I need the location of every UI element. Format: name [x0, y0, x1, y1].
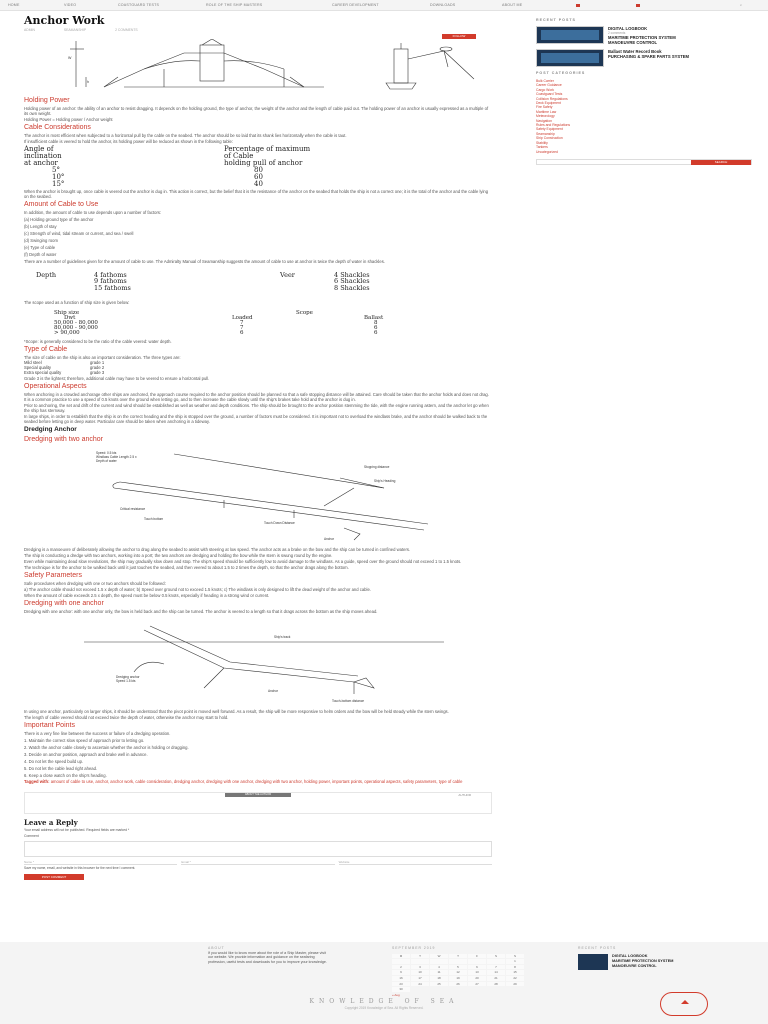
cable-text-2: If insufficient cable is veered to hold the anchor, its holding power will be reduced as shown in the following table: — [24, 138, 233, 144]
category-link[interactable]: Safety Equipment — [536, 127, 563, 132]
type-cell: grade 2 — [90, 364, 105, 370]
depth-cell: 15 fathoms — [94, 283, 131, 292]
calendar-day-header: S — [487, 954, 505, 959]
ship-cell: 50,000 - 80,000 — [54, 319, 98, 326]
amount-list-item: (f) Depth of water — [24, 251, 57, 257]
author-box-right: AUTHOR — [458, 792, 471, 797]
fig2-label: Speed: 0.5 kts — [96, 450, 117, 455]
section-heading-dredging-two: Dredging with two anchor — [24, 435, 103, 443]
angle-cell: 80 — [254, 165, 263, 174]
name-field[interactable]: Name * — [24, 860, 177, 865]
depth-table — [24, 272, 492, 296]
category-link[interactable]: Career Guidance — [536, 83, 562, 88]
svg-text:h: h — [87, 79, 89, 84]
footer-post-title[interactable]: MARITIME PROTECTION SYSTEM — [612, 958, 674, 963]
reply-note: Your email address will not be published. Required fields are marked * — [24, 828, 130, 833]
post-comment-button[interactable]: POST COMMENT — [24, 874, 84, 880]
footer — [0, 942, 768, 1024]
angle-header-right: of Cable — [224, 151, 254, 160]
nav-item-career[interactable]: CAREER DEVELOPMENT — [332, 3, 379, 7]
meta-comments[interactable]: 2 COMMENTS — [115, 28, 138, 32]
calendar-day: 16 — [392, 976, 410, 981]
important-item: 4. Do not let the speed build up. — [24, 758, 84, 764]
calendar-prev-link[interactable]: « Aug — [392, 992, 400, 997]
dredging-two-diagram — [24, 448, 492, 546]
safety-text-2: a) The anchor cable should not exceed 1.5 x depth of water; b) Speed over ground not to exceed 1.5 knots; c) The windlass is only designed to lift the dead weight of the anchor and cable. — [24, 586, 371, 592]
category-link[interactable]: Cargo Work — [536, 87, 555, 92]
calendar-day: 14 — [487, 970, 505, 975]
sidebar-post[interactable] — [536, 49, 752, 67]
angle-header-right: holding pull of anchor — [224, 158, 303, 167]
one-text-2: In using one anchor, particularly on larger ships, it should be understood that the pivot point is moved well forward. As a result, the ship will be more responsive to helm orders and the bow will be held steady while the stern swings. — [24, 708, 449, 714]
depth-cell: Depth — [36, 270, 57, 279]
ship-cell: 6 — [240, 329, 244, 336]
category-link[interactable]: Rules and Regulations — [536, 123, 571, 128]
dredging-two-svg — [24, 448, 492, 546]
dredge-text: Dredging is a manoeuvre of deliberately allowing the anchor to drag along the seabed to assist with steering at low speed. The anchor acts as a brake on the bow and the ship can be turned in confined waters. — [24, 546, 411, 552]
footer-recent — [578, 946, 673, 970]
reply-title: Leave a Reply — [24, 817, 78, 827]
ship-sub: Dwt — [64, 314, 76, 321]
article-meta — [24, 28, 492, 33]
holding-power-formula: Holding Power = Holding power / Anchor weight — [24, 116, 113, 122]
depth-cell: 4 Shackles — [334, 270, 370, 279]
angle-cell: 15° — [52, 179, 65, 188]
calendar-day: 1 — [506, 959, 524, 964]
dredging-one-svg — [24, 618, 492, 708]
fig3-label: Anchor — [268, 688, 279, 693]
calendar-day — [430, 959, 448, 964]
calendar-day: 23 — [392, 982, 410, 987]
anchor-diagram — [24, 39, 492, 95]
depth-cell: 9 fathoms — [94, 277, 127, 286]
dredge-text-3: Even while maintaining dead slow revolutions, the ship may gradually slow down and stop. The ship's speed should be sufficiently low to avoid damage to the windlass. As a guide, speed over the ground should not exceed 1 to 1.5 knots. — [24, 558, 462, 564]
sidebar-search[interactable] — [536, 159, 752, 165]
fig2-label: Anchor — [324, 536, 335, 541]
comment-label: Comment — [24, 834, 39, 839]
ship-table — [24, 311, 492, 337]
follow-button[interactable]: FOLLOW — [442, 34, 476, 39]
ship-header: Ship size — [54, 309, 80, 316]
sidebar — [536, 18, 752, 165]
meta-category[interactable]: SEAMANSHIP — [63, 28, 87, 32]
footer-brand: KNOWLEDGE OF SEA — [309, 998, 459, 1005]
ship-sub: Loaded — [232, 314, 253, 321]
safety-text: Safe procedures when dredging with one or two anchors should be followed: — [24, 580, 166, 586]
amount-list-item: (d) Swinging room — [24, 237, 58, 243]
depth-cell: 4 fathoms — [94, 270, 127, 279]
category-link[interactable]: Navigation — [536, 118, 553, 123]
type-cell: Extra special quality — [24, 369, 62, 375]
ship-header: Scope — [296, 309, 313, 316]
type-text: The size of cable on the ship is also an important consideration. The three types are: — [24, 354, 181, 360]
calendar-day: 17 — [411, 976, 429, 981]
search-button[interactable]: SEARCH — [691, 160, 751, 165]
meta-author[interactable]: ADMIN — [24, 28, 35, 32]
nav-item-coastguard[interactable]: COASTGUARD TESTS — [118, 3, 160, 7]
calendar-day: 20 — [468, 976, 486, 981]
safety-text-3: When the amount of cable exceeds 2.5 x depth, the speed must be below 0.5 knots, especially if heading in a strong wind or current. — [24, 592, 270, 598]
scope-note: *Scope: is generally considered to be the ratio of the cable veered: water depth. — [24, 338, 172, 344]
important-item: 6. Keep a close watch on the ship's heading. — [24, 772, 107, 778]
important-text: There is a very fine line between the success or failure of a dredging operation. — [24, 730, 171, 736]
amount-text: There are a number of guidelines given for the amount of cable to use. The Admiralty Manual of Seamanship suggests the amount of cable to use at anchor is twice the depth of water in shackles. — [24, 258, 385, 264]
type-note: Grade 3 is the lightest; therefore, additional cable may have to be veered to ensure a horizontal pull. — [24, 375, 210, 381]
post-title[interactable]: MARITIME PROTECTION SYSTEM — [608, 35, 676, 41]
category-link[interactable]: Meteorology — [536, 114, 555, 119]
calendar-title: SEPTEMBER 2019 — [392, 946, 436, 950]
calendar-day: 21 — [487, 976, 505, 981]
calendar-day — [487, 959, 505, 964]
dredging-one-diagram — [24, 618, 492, 708]
angle-header-left: inclination — [24, 151, 62, 160]
fig3-label: Speed 1.5 kts — [116, 678, 136, 683]
nav-item-role[interactable]: ROLE OF THE SHIP MASTERS — [206, 3, 263, 7]
calendar-day: 15 — [506, 970, 524, 975]
post-title[interactable]: MANOEUVRE CONTROL — [608, 40, 658, 46]
calendar-day — [411, 959, 429, 964]
chevron-up-icon — [681, 1000, 689, 1004]
amount-list-item: (e) Type of cable — [24, 244, 56, 250]
category-link[interactable]: Stability — [536, 140, 548, 145]
svg-text:W: W — [68, 55, 72, 60]
category-link[interactable]: Collision Regulations — [536, 96, 568, 101]
category-link[interactable]: Seamanship — [536, 131, 555, 136]
calendar-day-header: T — [411, 954, 429, 959]
anchor-diagram-svg — [24, 39, 492, 95]
calendar-day: 27 — [468, 982, 486, 987]
footer-post-title[interactable]: DIGITAL LOGBOOK — [612, 953, 648, 958]
reply-fields — [24, 860, 492, 865]
calendar-day: 22 — [506, 976, 524, 981]
sidebar-post[interactable] — [536, 26, 752, 45]
cable-text: The anchor is most efficient when subjected to a horizontal pull by the cable on the seabed. The anchor should be so laid that its shank lies horizontally when the cable is taut. — [24, 132, 347, 138]
fig2-label: Touch Down Distance — [264, 520, 295, 525]
category-link[interactable]: Maritime Law — [536, 109, 557, 114]
fig3-label: Ship's track — [274, 634, 291, 639]
angle-cell: 60 — [254, 172, 263, 181]
sidebar-recent-title: RECENT POSTS — [536, 18, 576, 22]
important-item: 5. Do not let the cable lead right ahead. — [24, 765, 98, 771]
ship-cell: 6 — [374, 329, 378, 336]
fig2-label: Ship's Heading — [374, 478, 396, 483]
section-heading-safety: Safety Parameters — [24, 571, 82, 579]
nav-marker — [576, 4, 580, 7]
post-sub: 2 comments — [608, 30, 626, 35]
calendar-day: 6 — [468, 965, 486, 970]
ship-sub: Ballast — [364, 314, 384, 321]
angle-table — [24, 146, 492, 188]
depth-cell: Veer — [280, 270, 295, 279]
angle-note: When the anchor is brought up, once cable is veered out the anchor is dug in. This action is correct, but the belief that it is the resistance of the anchor on the seabed that holds the ship is not a correct one; it is the total of the anchor and the cable lying on the seabed. — [24, 188, 489, 199]
calendar-day: 10 — [411, 970, 429, 975]
footer-copyright: Copyright 2019 Knowledge of Sea. All Rights Reserved. — [344, 1006, 424, 1010]
section-heading-holding-power: Holding Power — [24, 96, 70, 104]
calendar-day: 2 — [392, 965, 410, 970]
footer-calendar — [392, 946, 524, 997]
section-heading-important: Important Points — [24, 721, 75, 729]
section-heading-ops: Operational Aspects — [24, 382, 87, 390]
category-link[interactable]: Deck Equipment — [536, 101, 561, 106]
calendar-day-header: M — [392, 954, 410, 959]
section-heading-dredging: Dredging Anchor — [24, 425, 77, 433]
ship-cell: 80,000 - 90,000 — [54, 324, 98, 331]
post-title[interactable]: PURCHASING & SPARE PARTS SYSTEM — [608, 54, 690, 60]
tags-links[interactable]: amount of cable to use, anchor, anchor work, cable consideration, dredging anchor, dredging with one anchor, dredging with two anchor, holding power, important points, operational aspects, safety parameters, type of cable — [50, 778, 463, 784]
footer-about-text: If you would like to know more about the role of a Ship Master, please visit our website. We provide information and guidance on the seafaring profession, useful tests and downloads for you to improve your knowledge. — [208, 950, 327, 964]
ship-cell: 6 — [374, 324, 378, 331]
ship-cell: 8 — [374, 319, 378, 326]
calendar-day: 19 — [449, 976, 467, 981]
amount-list-item: (b) Length of stay — [24, 223, 57, 229]
calendar-day: 28 — [487, 982, 505, 987]
nav-item-home[interactable]: HOME — [8, 3, 20, 7]
post-title[interactable]: DIGITAL LOGBOOK — [608, 25, 648, 31]
section-heading-type: Type of Cable — [24, 345, 68, 353]
category-link[interactable]: Fire Safety — [536, 105, 553, 110]
type-cell: Special quality — [24, 364, 52, 370]
depth-cell: 8 Shackles — [334, 283, 370, 292]
calendar-day: 26 — [449, 982, 467, 987]
angle-cell: 5° — [52, 165, 60, 174]
ship-cell: > 90,000 — [54, 329, 80, 336]
email-field[interactable]: Email * — [181, 860, 334, 865]
calendar-day — [392, 959, 410, 964]
nav-marker — [636, 4, 640, 7]
footer-about — [208, 946, 328, 964]
fig2-label: Touch bottom — [144, 516, 164, 521]
website-field[interactable]: Website — [339, 860, 492, 865]
ship-cell: 7 — [240, 319, 244, 326]
sidebar-categories-title: POST CATEGORIES — [536, 71, 586, 76]
calendar-day-header: S — [506, 954, 524, 959]
footer-about-title: ABOUT — [208, 946, 225, 950]
calendar-day: 29 — [506, 982, 524, 987]
fig3-label: Touch-bottom distance — [332, 698, 365, 703]
ops-text-3: In large ships, in order to establish that the ship is on the correct heading and the ship is stopped over the ground, a number of factors must be considered. It is important not to overload the windlass brake, and the anchor should be walked back to the seabed before letting go in deep water. Particular care should be taken when anchoring in a tideway. — [24, 413, 488, 424]
calendar-day — [468, 959, 486, 964]
important-item: 3. Decide on anchor position, approach and brake well in advance. — [24, 751, 148, 757]
section-heading-cable: Cable Considerations — [24, 123, 91, 131]
calendar-day: 13 — [468, 970, 486, 975]
footer-post-title[interactable]: MANOEUVRE CONTROL — [612, 963, 657, 968]
angle-cell: 10° — [52, 172, 65, 181]
calendar-day: 4 — [430, 965, 448, 970]
search-icon[interactable]: ⌕ — [740, 3, 743, 7]
calendar-day-header: F — [468, 954, 486, 959]
calendar-day: 25 — [430, 982, 448, 987]
tags-label: Tagged with: — [24, 778, 50, 784]
author-box-label: ABOUT THE AUTHOR — [225, 793, 291, 797]
comment-textarea[interactable] — [24, 841, 492, 857]
category-link[interactable]: Uncategorized — [536, 149, 558, 154]
category-link[interactable]: Tankers — [536, 145, 548, 150]
calendar-day: 24 — [411, 982, 429, 987]
holding-power-text: Holding power of an anchor: the ability of an anchor to resist dragging. It depends on the holding ground, the type of anchor, the weight of the anchor and the length of cable paid out. The holding power of an anchor is usually expressed as a multiple of its own weight. — [24, 105, 489, 116]
calendar-day: 3 — [411, 965, 429, 970]
save-checkbox-label[interactable]: Save my name, email, and website in this browser for the next time I comment. — [24, 866, 136, 871]
category-link[interactable]: Bulk Carrier — [536, 79, 554, 83]
calendar-day-header: T — [449, 954, 467, 959]
fig2-label: Depth of water — [96, 458, 117, 463]
fig3-label: Dredging anchor — [116, 674, 140, 679]
article — [24, 14, 492, 880]
type-cell: grade 3 — [90, 369, 105, 375]
calendar-day: 8 — [506, 965, 524, 970]
calendar-day-header: W — [430, 954, 448, 959]
type-cell: Mild steel — [24, 359, 42, 365]
calendar-day: 5 — [449, 965, 467, 970]
calendar-day: 12 — [449, 970, 467, 975]
amount-list-item: (c) Strength of wind, tidal stream or current, and sea / swell — [24, 230, 134, 236]
category-link[interactable]: Ship Construction — [536, 136, 563, 141]
angle-header-right: Percentage of maximum — [224, 144, 311, 153]
nav-item-about[interactable]: ABOUT ME — [502, 3, 523, 7]
section-heading-amount: Amount of Cable to Use — [24, 200, 99, 208]
type-cell: grade 1 — [90, 359, 105, 365]
calendar-day: 18 — [430, 976, 448, 981]
depth-cell: 6 Shackles — [334, 277, 370, 286]
angle-header-left: Angle of — [24, 144, 54, 153]
type-table — [24, 360, 492, 375]
amount-list-item: (a) Holding ground type of the anchor — [24, 216, 94, 222]
scope-intro: The scope used as a function of ship size is given below: — [24, 299, 130, 305]
one-text: Dredging with one anchor: with one anchor only, the bow is held back and the ship can be turned. The anchor is veered to a length so that it drags across the bottom as the ship moves ahead. — [24, 608, 378, 614]
author-box — [24, 792, 492, 814]
tags-line — [24, 779, 492, 784]
important-item: 2. Watch the anchor cable closely to ascertain whether the anchor is holding or dragging. — [24, 744, 189, 750]
ship-cell: 7 — [240, 324, 244, 331]
post-thumbnail[interactable] — [536, 26, 604, 44]
important-item: 1. Maintain the correct slow speed of approach prior to letting go. — [24, 737, 145, 743]
calendar-day: 9 — [392, 970, 410, 975]
ops-text-2: Prior to anchoring, the set and drift of the current and wind should be established as well as weather and depth conditions. The ship should be brought to the anchor position stemming the tide, with the engine running astern, and the anchor let go when the ship has sternway. — [24, 402, 489, 413]
calendar-day: 7 — [487, 965, 505, 970]
calendar-day — [449, 959, 467, 964]
calendar-day: 11 — [430, 970, 448, 975]
ops-text: When anchoring in a crowded anchorage other ships are anchored, the approach course required to the anchor position should be planned so that a safe stopping distance will be attained. Care should be taken that the anchor holds and does not drag. It is a common practice to use a speed of 0.5 knots over the ground when letting go, and to then increase the cable slowly until the ship's brakes take hold and the anchor is dug in. — [24, 391, 489, 402]
angle-cell: 40 — [254, 179, 263, 188]
page-title: Anchor Work — [24, 14, 105, 27]
fig2-label: Stopping distance — [364, 464, 390, 469]
dredge-text-4: The technique is for the anchor to be walked back until it just touches the seabed, and then veered to about 1.5 to 2 times the depth, so that the anchor drags along the bottom. — [24, 564, 349, 570]
calendar-grid — [392, 954, 524, 992]
calendar-day: 30 — [392, 987, 410, 992]
category-list — [536, 79, 752, 154]
nav-item-downloads[interactable]: DOWNLOADS — [430, 3, 456, 7]
one-text-3: The length of cable veered should not exceed twice the depth of water, otherwise the anchor may start to hold. — [24, 714, 229, 720]
footer-post-thumbnail[interactable] — [578, 954, 608, 970]
post-thumbnail[interactable] — [536, 49, 604, 67]
section-heading-dredging-one: Dredging with one anchor — [24, 599, 104, 607]
amount-intro: In addition, the amount of cable to use depends upon a number of factors: — [24, 209, 162, 215]
nav-item-video[interactable]: VIDEO — [64, 3, 77, 7]
fig2-label: Critical resistance — [120, 506, 146, 511]
angle-header-left: at anchor — [24, 158, 58, 167]
top-navigation — [0, 0, 768, 11]
category-link[interactable]: Coastguard Tests — [536, 92, 563, 97]
dredge-text-2: The ship is conducting a dredge with two anchors, working into a port; the two anchors are dredging and holding the bow while the stern is swung round by the engine. — [24, 552, 333, 558]
fig2-label: Windlass Cable Length 2.5 x — [96, 454, 137, 459]
footer-recent-title: RECENT POSTS — [578, 946, 617, 950]
back-to-top-button[interactable] — [660, 992, 708, 1016]
post-title[interactable]: Ballast Water Record Book — [608, 49, 662, 55]
